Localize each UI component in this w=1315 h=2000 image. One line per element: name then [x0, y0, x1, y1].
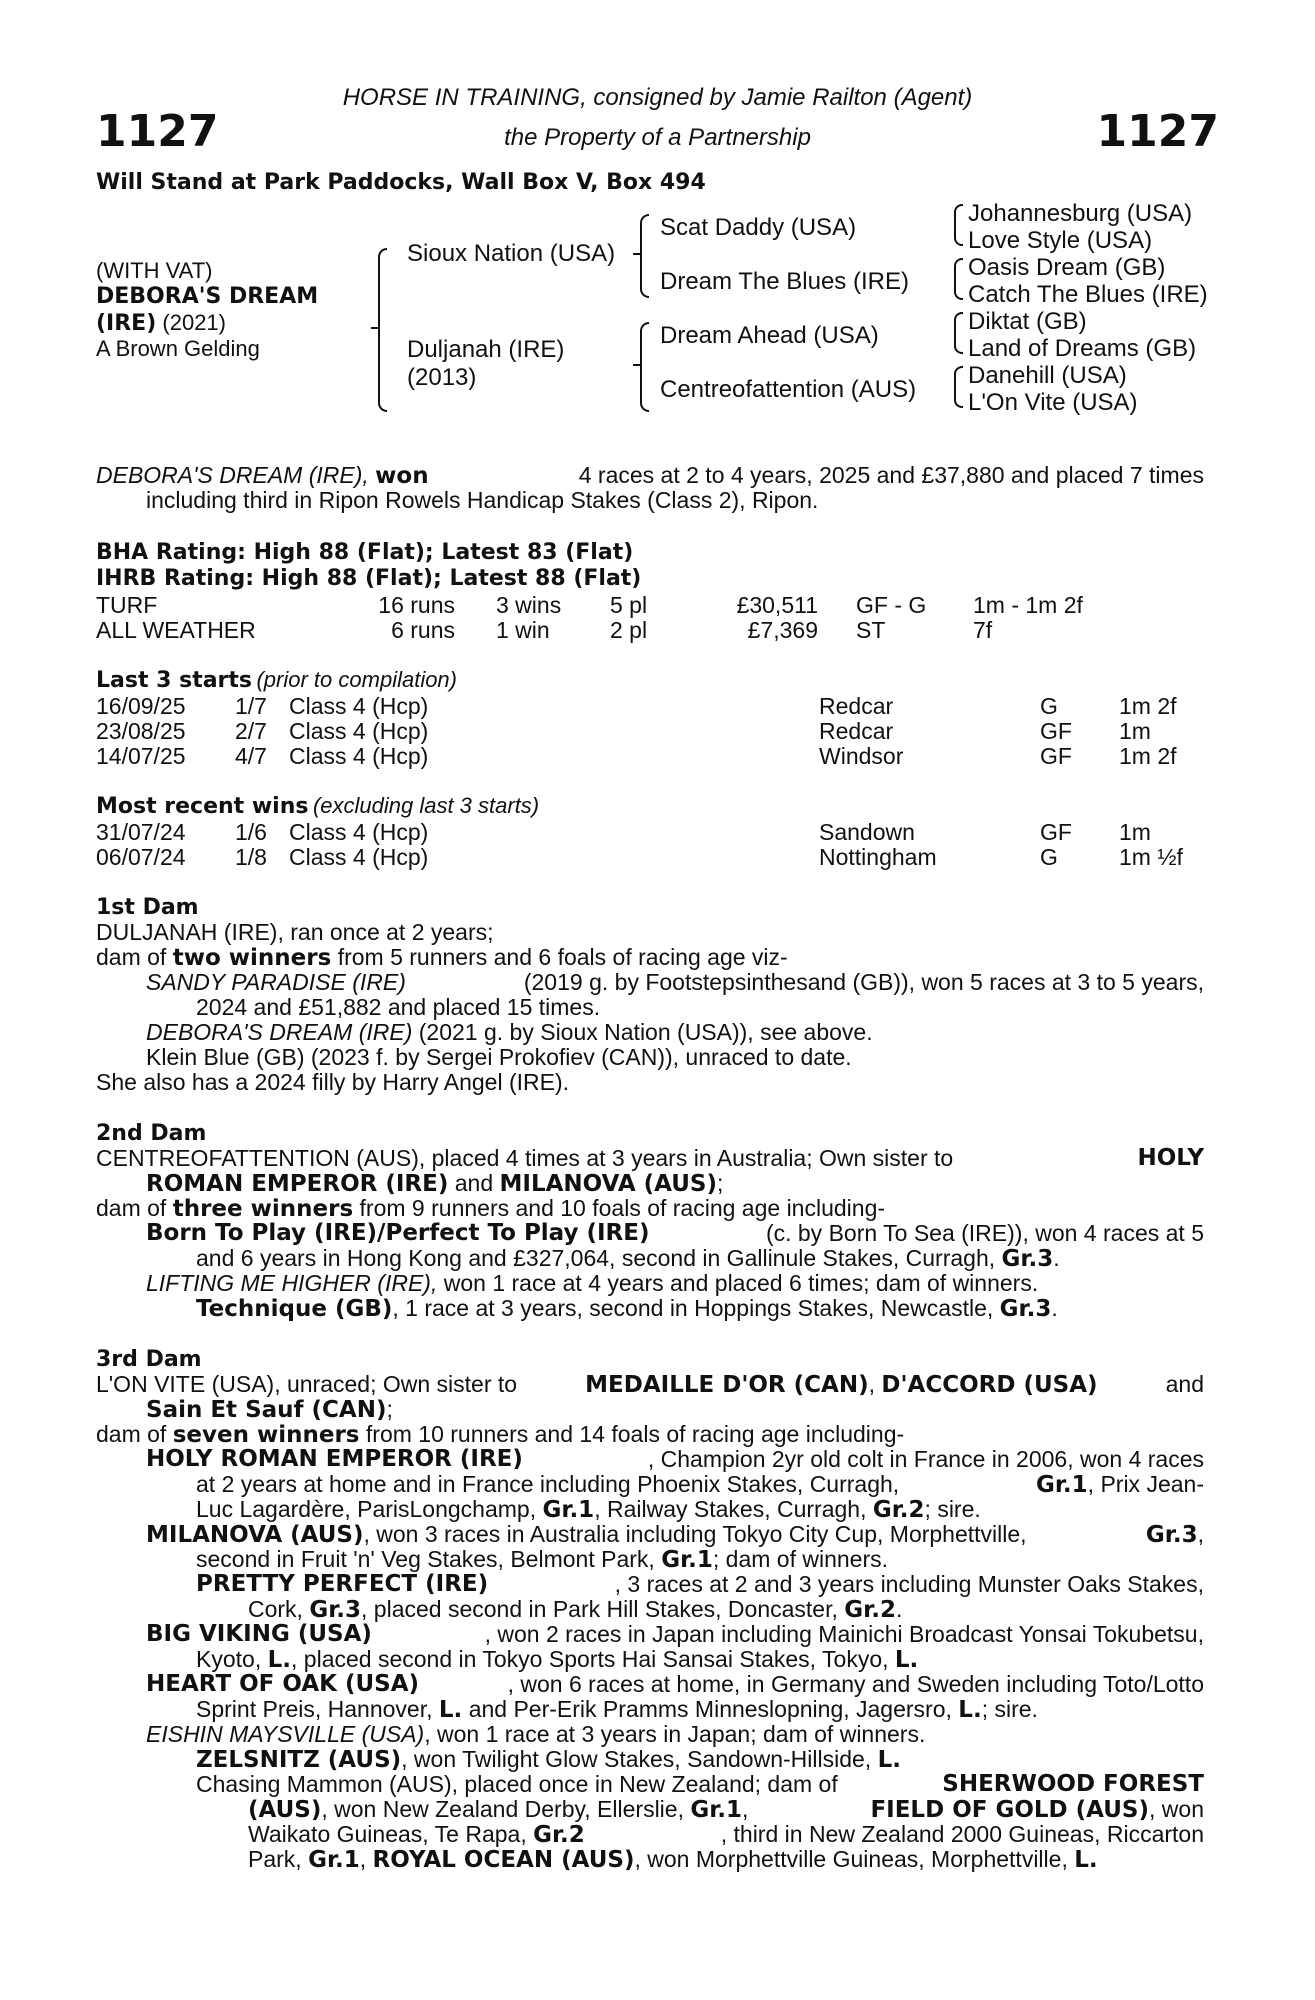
- horse-origin: (IRE): [96, 311, 157, 336]
- dam2-l3a: dam of: [96, 1195, 167, 1221]
- summary-line-2: including third in Ripon Rowels Handicap Stakes (Class 2), Ripon.: [146, 487, 819, 513]
- turf-placed: 5 pl: [610, 592, 648, 618]
- dam3-l13a: HEART OF OAK (USA): [146, 1671, 420, 1697]
- dam3-l8a: second in Fruit 'n' Veg Stakes, Belmont Park,: [196, 1546, 655, 1572]
- dam3-l14a: Sprint Preis, Hannover,: [196, 1696, 433, 1722]
- recent-wins-note: (excluding last 3 starts): [312, 793, 540, 818]
- dam3-line-3: [96, 1422, 904, 1448]
- recent-going-2: G: [1040, 844, 1058, 870]
- dam3-line-13: [146, 1672, 1204, 1697]
- dam2-l2b: and: [454, 1170, 494, 1196]
- dam3-line-15: [146, 1722, 925, 1747]
- dam3-line-17: [196, 1772, 1204, 1797]
- dam3-l5a: at 2 years at home and in France including Phoenix Stakes, Curragh,: [196, 1471, 900, 1497]
- dam2-title: 2nd Dam: [96, 1121, 207, 1146]
- pedigree-brace-2: [954, 258, 963, 300]
- lot-number-right: 1127: [1096, 106, 1219, 157]
- aw-surface: ALL WEATHER: [96, 617, 256, 643]
- dam3-l12d: L.: [894, 1647, 919, 1673]
- dam1-l2b: two winners: [172, 945, 332, 971]
- dam3-l5b: Gr.1: [1035, 1472, 1088, 1498]
- dam3-l15b: , won 1 race at 3 years in Japan; dam of winners.: [424, 1721, 926, 1747]
- dam1-l2c: from 5 runners and 6 foals of racing age viz-: [337, 944, 788, 970]
- dam1-l5a: DEBORA'S DREAM (IRE): [146, 1019, 413, 1045]
- recent-pos-1: 1/6: [235, 819, 267, 845]
- dam3-l20a: Park,: [248, 1846, 302, 1872]
- dam3-l6a: Luc Lagardère, ParisLongchamp,: [196, 1496, 537, 1522]
- recent-wins-heading: [96, 793, 539, 819]
- dam3-l6b: Gr.1: [542, 1497, 595, 1523]
- dam2-l4a: Born To Play (IRE)/Perfect To Play (IRE): [146, 1220, 650, 1246]
- recent-date-2: 06/07/24: [96, 844, 186, 870]
- summary-record: 4 races at 2 to 4 years, 2025 and £37,880 and placed 7 times: [578, 462, 1204, 488]
- dam3-l1c: ,: [868, 1371, 875, 1397]
- pedigree-dam-year: (2013): [407, 364, 477, 391]
- dam2-l6b: won 1 race at 4 years and placed 6 times; dam of winners.: [443, 1270, 1039, 1296]
- dam3-l17b: SHERWOOD FOREST: [942, 1771, 1204, 1797]
- dam3-l18e: FIELD OF GOLD (AUS): [870, 1797, 1150, 1823]
- dam3-l11a: BIG VIKING (USA): [146, 1621, 372, 1647]
- dam3-l20c: ,: [359, 1846, 367, 1872]
- dam3-line-9: [196, 1572, 1204, 1597]
- recent-going-1: GF: [1040, 819, 1072, 845]
- dam3-l20d: ROYAL OCEAN (AUS): [372, 1847, 635, 1873]
- dam2-line-4: [146, 1221, 1204, 1246]
- last3-class-3: Class 4 (Hcp): [289, 743, 429, 769]
- dam2-l7a: Technique (GB): [196, 1296, 393, 1322]
- dam3-l18a: (AUS): [248, 1797, 322, 1823]
- dam3-l12b: L.: [267, 1647, 292, 1673]
- dam2-l5b: Gr.3: [1001, 1246, 1054, 1272]
- turf-wins: 3 wins: [496, 592, 562, 618]
- last3-dist-2: 1m: [1119, 718, 1151, 744]
- last3-heading: [96, 667, 457, 693]
- pedigree-sdd: Catch The Blues (IRE): [968, 281, 1208, 308]
- dam3-l16c: L.: [877, 1747, 901, 1773]
- dam2-line-6: [146, 1271, 1038, 1296]
- dam3-l4b: , Champion 2yr old colt in France in 2006, won 4 races: [647, 1446, 1204, 1472]
- turf-going: GF - G: [856, 592, 927, 618]
- pedigree-brace-dam-tick: [633, 364, 640, 366]
- last3-date-3: 14/07/25: [96, 743, 186, 769]
- last3-going-1: G: [1040, 693, 1058, 719]
- dam3-l16b: , won Twilight Glow Stakes, Sandown-Hillside,: [401, 1746, 872, 1772]
- dam3-l8b: Gr.1: [661, 1547, 713, 1573]
- pedigree-sire: Sioux Nation (USA): [407, 240, 616, 267]
- recent-class-1: Class 4 (Hcp): [289, 819, 429, 845]
- dam3-l18b: , won New Zealand Derby, Ellerslie,: [321, 1796, 684, 1822]
- recent-course-2: Nottingham: [819, 844, 937, 870]
- dam3-l12a: Kyoto,: [196, 1646, 262, 1672]
- dam3-line-20: [248, 1847, 1098, 1873]
- aw-distance: 7f: [973, 617, 993, 643]
- dam2-line-2: [146, 1171, 723, 1197]
- dam2-l3c: from 9 runners and 10 foals of racing age including-: [359, 1195, 886, 1221]
- dam3-l15a: EISHIN MAYSVILLE (USA): [146, 1721, 425, 1747]
- last3-course-1: Redcar: [819, 693, 894, 719]
- recent-dist-1: 1m: [1119, 819, 1151, 845]
- horse-year: (2021): [162, 310, 226, 335]
- dam2-l5c: .: [1053, 1245, 1060, 1271]
- dam1-l5b: (2021 g. by Sioux Nation (USA)), see above.: [418, 1019, 873, 1045]
- dam1-line-6: Klein Blue (GB) (2023 f. by Sergei Prokofiev (CAN)), unraced to date.: [146, 1044, 852, 1070]
- recent-pos-2: 1/8: [235, 844, 267, 870]
- dam3-l14d: L.: [958, 1697, 982, 1723]
- dam2-l3b: three winners: [172, 1196, 354, 1222]
- dam1-line-2: [96, 945, 788, 971]
- dam3-l10c: , placed second in Park Hill Stakes, Doncaster,: [361, 1596, 838, 1622]
- pedigree-dss: Diktat (GB): [968, 308, 1087, 335]
- dam3-l2a: Sain Et Sauf (CAN): [146, 1397, 387, 1423]
- pedigree-dsd: Land of Dreams (GB): [968, 335, 1197, 362]
- pedigree-brace-main-tick: [371, 327, 378, 329]
- property-line: the Property of a Partnership: [504, 124, 811, 151]
- dam1-line-3: [146, 970, 1204, 995]
- dam2-l5a: and 6 years in Hong Kong and £327,064, second in Gallinule Stakes, Curragh,: [196, 1245, 996, 1271]
- recent-date-1: 31/07/24: [96, 819, 186, 845]
- dam2-line-7: [196, 1296, 1058, 1322]
- dam3-line-12: [196, 1647, 918, 1673]
- dam3-l18c: Gr.1: [690, 1797, 743, 1823]
- dam3-l10e: .: [895, 1596, 903, 1622]
- dam3-l20e: , won Morphettville Guineas, Morphettville,: [634, 1846, 1068, 1872]
- dam3-l16a: ZELSNITZ (AUS): [196, 1747, 402, 1773]
- dam1-line-1: DULJANAH (IRE), ran once at 2 years;: [96, 919, 494, 945]
- dam3-l5c: , Prix Jean-: [1087, 1471, 1204, 1497]
- aw-placed: 2 pl: [610, 617, 648, 643]
- dam3-l1a: L'ON VITE (USA), unraced; Own sister to: [96, 1371, 518, 1397]
- dam3-l6c: , Railway Stakes, Curragh,: [594, 1496, 867, 1522]
- dam3-line-10: [248, 1597, 902, 1623]
- dam2-l6a: LIFTING ME HIGHER (IRE),: [146, 1270, 438, 1296]
- dam3-l3b: seven winners: [172, 1422, 360, 1448]
- dam2-l2c: MILANOVA (AUS): [499, 1171, 718, 1197]
- dam2-line-3: [96, 1196, 885, 1222]
- dam3-l10d: Gr.2: [844, 1597, 896, 1623]
- dam1-l3b: (2019 g. by Footstepsinthesand (GB)), won 5 races at 3 to 5 years,: [523, 969, 1204, 995]
- last3-going-3: GF: [1040, 743, 1072, 769]
- pedigree-brace-1: [954, 204, 963, 246]
- dam3-l12c: , placed second in Tokyo Sports Hai Sansai Stakes, Tokyo,: [291, 1646, 889, 1672]
- aw-wins: 1 win: [496, 617, 550, 643]
- ihrb-rating: IHRB Rating: High 88 (Flat); Latest 88 (Flat): [96, 566, 642, 591]
- aw-prize: £7,369: [747, 617, 818, 643]
- dam3-l1e: and: [1165, 1371, 1204, 1397]
- dam3-l10a: Cork,: [248, 1596, 303, 1622]
- dam3-l19b: Gr.2: [533, 1822, 585, 1848]
- pedigree-sire-dam: Dream The Blues (IRE): [660, 268, 909, 295]
- dam3-l4a: HOLY ROMAN EMPEROR (IRE): [146, 1446, 523, 1472]
- summary-line-1: [96, 463, 1204, 489]
- dam3-l18f: , won: [1149, 1796, 1204, 1822]
- dam3-l19a: Waikato Guineas, Te Rapa,: [248, 1821, 527, 1847]
- dam3-l3c: from 10 runners and 14 foals of racing age including-: [365, 1421, 905, 1447]
- dam3-line-5: [196, 1472, 1204, 1498]
- recent-dist-2: 1m ½f: [1119, 844, 1183, 870]
- dam3-line-16: [196, 1747, 901, 1773]
- dam3-line-18: [248, 1797, 1204, 1823]
- horse-description: A Brown Gelding: [96, 336, 260, 361]
- dam2-l1a: CENTREOFATTENTION (AUS), placed 4 times at 3 years in Australia; Own sister to: [96, 1145, 954, 1171]
- pedigree-brace-main: [378, 248, 387, 412]
- dam3-l14b: L.: [438, 1697, 463, 1723]
- last3-date-2: 23/08/25: [96, 718, 186, 744]
- pedigree-sire-sire: Scat Daddy (USA): [660, 214, 857, 241]
- dam3-l17a: Chasing Mammon (AUS), placed once in New Zealand; dam of: [196, 1771, 838, 1797]
- dam3-l9a: PRETTY PERFECT (IRE): [196, 1571, 489, 1597]
- dam1-line-4: 2024 and £51,882 and placed 15 times.: [196, 994, 601, 1020]
- pedigree-brace-sire-tick: [633, 253, 640, 255]
- dam1-title: 1st Dam: [96, 895, 199, 920]
- recent-wins-title: Most recent wins: [96, 794, 309, 819]
- dam3-l7b: , won 3 races in Australia including Tokyo City Cup, Morphettville,: [363, 1521, 1027, 1547]
- dam2-l4b: (c. by Born To Sea (IRE)), won 4 races at 5: [765, 1220, 1204, 1246]
- dam1-line-5: [146, 1020, 873, 1045]
- dam1-l3a: SANDY PARADISE (IRE): [146, 969, 406, 995]
- pedigree-sss: Johannesburg (USA): [968, 200, 1193, 227]
- aw-runs: 6 runs: [391, 617, 455, 643]
- last3-pos-2: 2/7: [235, 718, 267, 744]
- last3-course-2: Redcar: [819, 718, 894, 744]
- dam3-l7d: ,: [1197, 1521, 1204, 1547]
- pedigree-sds: Oasis Dream (GB): [968, 254, 1166, 281]
- dam2-l7d: .: [1051, 1295, 1058, 1321]
- pedigree-ddd: L'On Vite (USA): [968, 389, 1138, 416]
- last3-class-1: Class 4 (Hcp): [289, 693, 429, 719]
- dam3-l6e: ; sire.: [924, 1496, 981, 1522]
- dam3-line-2: [146, 1397, 393, 1423]
- horse-origin-year: [96, 310, 226, 336]
- dam2-l1b: HOLY: [1137, 1145, 1204, 1171]
- dam3-l18d: ,: [742, 1796, 749, 1822]
- dam3-line-7: [146, 1522, 1204, 1548]
- dam3-line-4: [146, 1447, 1204, 1472]
- dam3-line-19: [248, 1822, 1204, 1848]
- dam3-l8c: ; dam of winners.: [712, 1546, 889, 1572]
- dam3-line-1: [96, 1372, 1204, 1398]
- pedigree-dam-sire: Dream Ahead (USA): [660, 322, 879, 349]
- dam3-l9b: , 3 races at 2 and 3 years including Munster Oaks Stakes,: [614, 1571, 1204, 1597]
- dam3-l13b: , won 6 races at home, in Germany and Sweden including Toto/Lotto: [507, 1671, 1204, 1697]
- last3-pos-1: 1/7: [235, 693, 267, 719]
- last3-title: Last 3 starts: [96, 668, 253, 693]
- dam1-l2a: dam of: [96, 944, 167, 970]
- vat-label: (WITH VAT): [96, 258, 213, 283]
- dam3-l14c: and Per-Erik Pramms Minneslopning, Jagersro,: [468, 1696, 952, 1722]
- last3-note: (prior to compilation): [256, 667, 457, 692]
- last3-dist-1: 1m 2f: [1119, 693, 1177, 719]
- dam3-l20b: Gr.1: [308, 1847, 360, 1873]
- dam3-l14e: ; sire.: [981, 1696, 1038, 1722]
- last3-course-3: Windsor: [819, 743, 904, 769]
- dam3-l6d: Gr.2: [872, 1497, 925, 1523]
- pedigree-brace-dam: [640, 322, 649, 412]
- last3-date-1: 16/09/25: [96, 693, 186, 719]
- last3-dist-3: 1m 2f: [1119, 743, 1177, 769]
- recent-course-1: Sandown: [819, 819, 915, 845]
- dam3-l20f: L.: [1074, 1847, 1098, 1873]
- stand-location: Will Stand at Park Paddocks, Wall Box V, Box 494: [96, 170, 706, 195]
- dam3-l2b: ;: [386, 1396, 393, 1422]
- dam3-l3a: dam of: [96, 1421, 167, 1447]
- dam3-l10b: Gr.3: [309, 1597, 362, 1623]
- summary-won: won: [375, 463, 429, 489]
- pedigree-dam: Duljanah (IRE): [407, 336, 565, 363]
- lot-number-left: 1127: [96, 106, 219, 157]
- bha-rating: BHA Rating: High 88 (Flat); Latest 83 (Flat): [96, 540, 634, 565]
- pedigree-ssd: Love Style (USA): [968, 227, 1153, 254]
- dam3-l7a: MILANOVA (AUS): [146, 1522, 364, 1548]
- turf-prize: £30,511: [736, 592, 818, 618]
- last3-class-2: Class 4 (Hcp): [289, 718, 429, 744]
- pedigree-dam-dam: Centreofattention (AUS): [660, 376, 917, 403]
- last3-pos-3: 4/7: [235, 743, 267, 769]
- dam3-l7c: Gr.3: [1145, 1522, 1198, 1548]
- dam3-line-11: [146, 1622, 1204, 1647]
- aw-going: ST: [856, 617, 886, 643]
- dam3-l11b: , won 2 races in Japan including Mainichi Broadcast Yonsai Tokubetsu,: [484, 1621, 1204, 1647]
- horse-name: DEBORA'S DREAM: [96, 284, 319, 309]
- pedigree-brace-3: [954, 312, 963, 354]
- summary-horse-name: DEBORA'S DREAM (IRE),: [96, 462, 369, 488]
- pedigree-brace-4: [954, 366, 963, 408]
- dam3-line-6: [196, 1497, 981, 1523]
- dam2-l2d: ;: [717, 1170, 724, 1196]
- dam2-l7c: Gr.3: [999, 1296, 1052, 1322]
- consignment-line: HORSE IN TRAINING, consigned by Jamie Railton (Agent): [342, 84, 973, 111]
- dam3-line-8: [196, 1547, 888, 1573]
- dam3-title: 3rd Dam: [96, 1347, 202, 1372]
- recent-class-2: Class 4 (Hcp): [289, 844, 429, 870]
- dam2-l7b: , 1 race at 3 years, second in Hoppings Stakes, Newcastle,: [392, 1295, 994, 1321]
- pedigree-dds: Danehill (USA): [968, 362, 1127, 389]
- dam3-line-14: [196, 1697, 1038, 1723]
- dam1-line-7: She also has a 2024 filly by Harry Angel (IRE).: [96, 1069, 570, 1095]
- last3-going-2: GF: [1040, 718, 1072, 744]
- turf-surface: TURF: [96, 592, 158, 618]
- dam3-l1b: MEDAILLE D'OR (CAN): [585, 1372, 869, 1398]
- pedigree-brace-sire: [640, 214, 649, 298]
- turf-distance: 1m - 1m 2f: [973, 592, 1083, 618]
- dam2-line-5: [196, 1246, 1060, 1272]
- dam2-l2a: ROMAN EMPEROR (IRE): [146, 1171, 449, 1197]
- dam2-line-1: [96, 1146, 1204, 1171]
- dam3-l1d: D'ACCORD (USA): [881, 1372, 1098, 1398]
- turf-runs: 16 runs: [378, 592, 455, 618]
- dam3-l19c: , third in New Zealand 2000 Guineas, Riccarton: [720, 1821, 1204, 1847]
